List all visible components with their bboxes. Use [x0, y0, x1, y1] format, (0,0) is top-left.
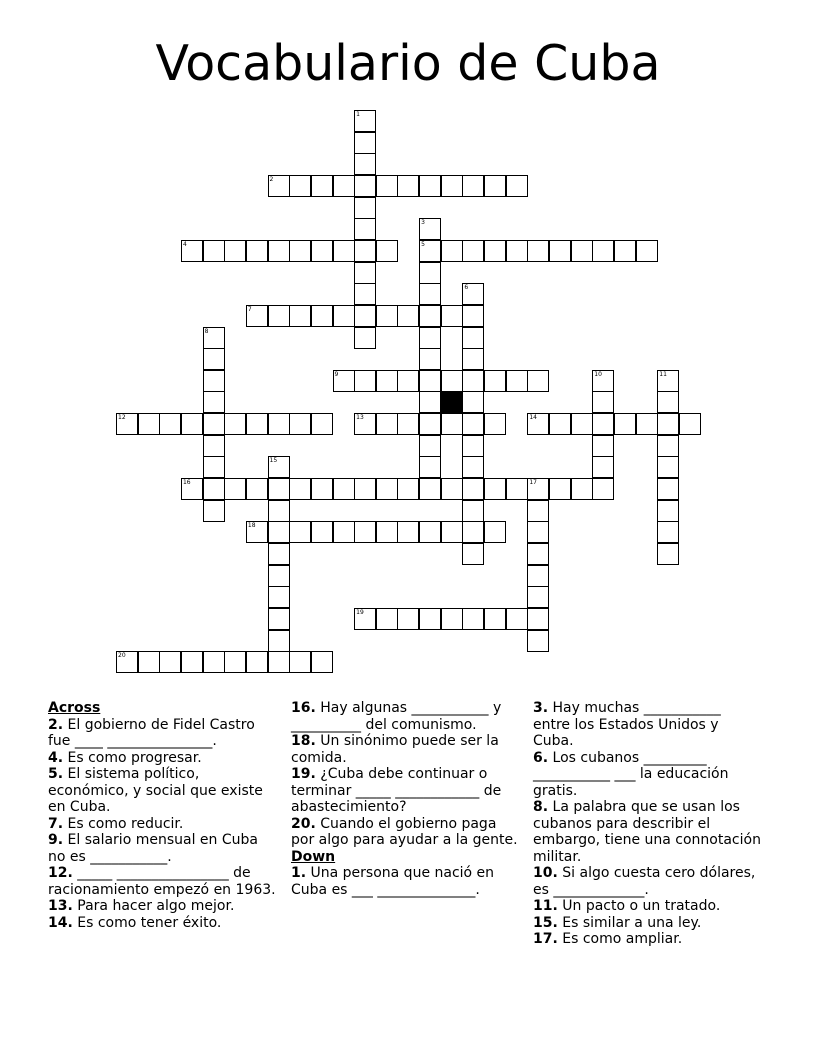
- clue-across-2: 2. El gobierno de Fidel Castro fue ____ _______________.: [48, 716, 255, 749]
- grid-cell[interactable]: [268, 586, 290, 608]
- grid-cell[interactable]: [376, 478, 398, 500]
- grid-cell[interactable]: [354, 305, 376, 327]
- grid-cell[interactable]: [354, 218, 376, 240]
- grid-cell[interactable]: [203, 478, 225, 500]
- grid-cell[interactable]: [376, 413, 398, 435]
- clues-column-2: [291, 700, 519, 898]
- grid-cell[interactable]: [354, 110, 376, 132]
- grid-cell[interactable]: [376, 305, 398, 327]
- grid-cell[interactable]: [419, 175, 441, 197]
- clue-down-8: 8. La palabra que se usan los cubanos para describir el embargo, tiene una connotación militar.: [533, 799, 761, 865]
- grid-cell[interactable]: [354, 370, 376, 392]
- clue-across-12: 12. _____ ________________ de racionamiento empezó en 1963.: [48, 865, 276, 898]
- clue-down-1: 1. Una persona que nació en Cuba es ___ ______________.: [291, 865, 495, 898]
- grid-cell[interactable]: [462, 283, 484, 305]
- grid-cell[interactable]: [527, 500, 549, 522]
- grid-cell[interactable]: [203, 348, 225, 370]
- grid-cell[interactable]: [203, 435, 225, 457]
- grid-cell[interactable]: [462, 413, 484, 435]
- grid-cell[interactable]: [138, 413, 160, 435]
- grid-cell[interactable]: [181, 240, 203, 262]
- grid-cell[interactable]: [462, 608, 484, 630]
- grid-cell[interactable]: [333, 521, 355, 543]
- clue-across-16: 16. Hay algunas ___________ y __________ del comunismo.: [291, 700, 502, 733]
- grid-cell[interactable]: [354, 262, 376, 284]
- grid-cell[interactable]: [484, 240, 506, 262]
- grid-cell[interactable]: [592, 391, 614, 413]
- grid-cell[interactable]: [441, 478, 463, 500]
- cell-number: 8: [204, 327, 209, 335]
- grid-cell[interactable]: [354, 153, 376, 175]
- grid-cell[interactable]: [462, 240, 484, 262]
- grid-cell[interactable]: [549, 478, 571, 500]
- grid-cell[interactable]: [354, 521, 376, 543]
- grid-cell[interactable]: [419, 327, 441, 349]
- grid-cell[interactable]: [419, 456, 441, 478]
- grid-cell[interactable]: [354, 283, 376, 305]
- grid-cell[interactable]: [527, 478, 549, 500]
- grid-cell[interactable]: [311, 478, 333, 500]
- grid-cell[interactable]: [592, 413, 614, 435]
- clue-down-11: 11. Un pacto o un tratado.: [533, 898, 721, 914]
- grid-cell[interactable]: [527, 565, 549, 587]
- grid-cell[interactable]: [397, 175, 419, 197]
- grid-cell[interactable]: [462, 435, 484, 457]
- grid-cell[interactable]: [506, 240, 528, 262]
- grid-cell[interactable]: [592, 456, 614, 478]
- cell-number: 9: [334, 370, 339, 378]
- grid-cell[interactable]: [484, 521, 506, 543]
- grid-cell[interactable]: [419, 240, 441, 262]
- grid-cell[interactable]: [571, 413, 593, 435]
- cell-number: 11: [659, 370, 667, 378]
- grid-cell[interactable]: [657, 478, 679, 500]
- grid-cell[interactable]: [484, 478, 506, 500]
- grid-cell[interactable]: [484, 413, 506, 435]
- grid-cell[interactable]: [462, 348, 484, 370]
- grid-cell[interactable]: [159, 651, 181, 673]
- grid-cell[interactable]: [462, 327, 484, 349]
- grid-cell[interactable]: [268, 608, 290, 630]
- grid-cell[interactable]: [592, 370, 614, 392]
- cell-number: 1: [356, 111, 360, 118]
- grid-cell[interactable]: [376, 608, 398, 630]
- grid-cell[interactable]: [224, 651, 246, 673]
- grid-cell[interactable]: [441, 521, 463, 543]
- grid-cell[interactable]: [246, 651, 268, 673]
- grid-cell[interactable]: [181, 651, 203, 673]
- grid-cell[interactable]: [527, 240, 549, 262]
- grid-cell[interactable]: [289, 521, 311, 543]
- grid-cell[interactable]: [419, 348, 441, 370]
- grid-cell[interactable]: [203, 391, 225, 413]
- grid-cell[interactable]: [311, 305, 333, 327]
- grid-cell[interactable]: [354, 608, 376, 630]
- grid-cell[interactable]: [354, 413, 376, 435]
- grid-cell[interactable]: [462, 175, 484, 197]
- grid-cell[interactable]: [592, 435, 614, 457]
- grid-cell[interactable]: [268, 240, 290, 262]
- grid-cell[interactable]: [203, 456, 225, 478]
- cell-number: 14: [529, 414, 537, 422]
- grid-cell[interactable]: [289, 175, 311, 197]
- grid-cell[interactable]: [419, 262, 441, 284]
- grid-cell[interactable]: [203, 240, 225, 262]
- grid-cell[interactable]: [657, 391, 679, 413]
- grid-cell[interactable]: [419, 283, 441, 305]
- grid-cell[interactable]: [397, 305, 419, 327]
- grid-cell[interactable]: [484, 175, 506, 197]
- clue-across-18: 18. Un sinónimo puede ser la comida.: [291, 733, 499, 766]
- grid-cell[interactable]: [419, 608, 441, 630]
- grid-cell[interactable]: [116, 651, 138, 673]
- grid-cell[interactable]: [311, 413, 333, 435]
- down-heading: Down: [291, 848, 336, 865]
- grid-cell[interactable]: [246, 521, 268, 543]
- grid-cell[interactable]: [354, 240, 376, 262]
- grid-cell[interactable]: [657, 521, 679, 543]
- clues-column-3: [533, 700, 761, 948]
- cell-number: 16: [182, 479, 191, 487]
- grid-cell[interactable]: [484, 370, 506, 392]
- cell-number: 10: [594, 370, 602, 378]
- clue-across-9: 9. El salario mensual en Cuba no es ___________.: [48, 832, 258, 865]
- grid-cell[interactable]: [289, 240, 311, 262]
- grid-cell[interactable]: [311, 521, 333, 543]
- grid-cell[interactable]: [462, 456, 484, 478]
- grid-cell[interactable]: [224, 240, 246, 262]
- grid-cell[interactable]: [441, 305, 463, 327]
- grid-cell[interactable]: [138, 651, 160, 673]
- clue-across-5: 5. El sistema político, económico, y social que existe en Cuba.: [48, 766, 263, 815]
- grid-cell[interactable]: [657, 370, 679, 392]
- grid-cell[interactable]: [527, 370, 549, 392]
- clue-down-15: 15. Es similar a una ley.: [533, 914, 702, 931]
- grid-cell[interactable]: [268, 413, 290, 435]
- clue-across-14: 14. Es como tener éxito.: [48, 914, 222, 931]
- grid-cell[interactable]: [462, 500, 484, 522]
- grid-cell[interactable]: [571, 478, 593, 500]
- grid-cell[interactable]: [268, 521, 290, 543]
- across-heading: Across: [48, 700, 101, 716]
- grid-cell[interactable]: [679, 413, 701, 435]
- puzzle-title: Vocabulario de Cuba: [155, 35, 661, 92]
- cell-number: 2: [269, 175, 274, 183]
- clue-down-3: 3. Hay muchas ___________ entre los Estados Unidos y Cuba.: [533, 700, 721, 749]
- grid-cell[interactable]: [354, 197, 376, 219]
- cell-number: 18: [247, 522, 256, 530]
- grid-cell[interactable]: [268, 500, 290, 522]
- grid-cell[interactable]: [311, 651, 333, 673]
- grid-cell[interactable]: [506, 370, 528, 392]
- grid-cell[interactable]: [203, 327, 225, 349]
- shaded-cell: [441, 391, 463, 413]
- grid-cell[interactable]: [527, 586, 549, 608]
- grid-cell[interactable]: [636, 240, 658, 262]
- grid-cell[interactable]: [246, 240, 268, 262]
- grid-cell[interactable]: [203, 370, 225, 392]
- cell-number: 7: [247, 305, 252, 313]
- grid-cell[interactable]: [159, 413, 181, 435]
- clue-across-13: 13. Para hacer algo mejor.: [48, 898, 235, 914]
- grid-cell[interactable]: [397, 478, 419, 500]
- grid-cell[interactable]: [527, 521, 549, 543]
- cell-number: 6: [464, 284, 469, 292]
- grid-cell[interactable]: [527, 543, 549, 565]
- grid-cell[interactable]: [419, 413, 441, 435]
- grid-cell[interactable]: [203, 651, 225, 673]
- grid-cell[interactable]: [441, 413, 463, 435]
- grid-cell[interactable]: [181, 413, 203, 435]
- cell-number: 15: [269, 457, 278, 465]
- grid-cell[interactable]: [506, 175, 528, 197]
- grid-cell[interactable]: [462, 478, 484, 500]
- cell-number: 20: [118, 652, 126, 660]
- grid-cell[interactable]: [419, 305, 441, 327]
- grid-cell[interactable]: [549, 240, 571, 262]
- grid-cell[interactable]: [268, 175, 290, 197]
- grid-cell[interactable]: [419, 218, 441, 240]
- cell-number: 4: [182, 240, 187, 248]
- cell-number: 5: [421, 240, 425, 248]
- grid-cell[interactable]: [116, 413, 138, 435]
- cell-number: 17: [529, 479, 537, 487]
- grid-cell[interactable]: [571, 240, 593, 262]
- grid-cell[interactable]: [203, 413, 225, 435]
- grid-cell[interactable]: [549, 413, 571, 435]
- clue-down-17: 17. Es como ampliar.: [533, 931, 683, 947]
- grid-cell[interactable]: [376, 370, 398, 392]
- clue-down-6: 6. Los cubanos _________ ___________ ___ la educación gratis.: [533, 749, 729, 799]
- grid-cell[interactable]: [289, 305, 311, 327]
- grid-cell[interactable]: [657, 435, 679, 457]
- grid-cell[interactable]: [397, 370, 419, 392]
- grid-cell[interactable]: [333, 478, 355, 500]
- grid-cell[interactable]: [657, 500, 679, 522]
- grid-cell[interactable]: [268, 456, 290, 478]
- grid-cell[interactable]: [246, 413, 268, 435]
- grid-cell[interactable]: [397, 608, 419, 630]
- grid-cell[interactable]: [441, 370, 463, 392]
- grid-cell[interactable]: [246, 305, 268, 327]
- grid-cell[interactable]: [484, 608, 506, 630]
- grid-cell[interactable]: [506, 608, 528, 630]
- grid-cell[interactable]: [419, 478, 441, 500]
- grid-cell[interactable]: [268, 478, 290, 500]
- grid-cell[interactable]: [181, 478, 203, 500]
- grid-cell[interactable]: [289, 413, 311, 435]
- grid-cell[interactable]: [419, 370, 441, 392]
- grid-cell[interactable]: [441, 608, 463, 630]
- grid-cell[interactable]: [246, 478, 268, 500]
- grid-cell[interactable]: [527, 630, 549, 652]
- clues-column-1: [48, 700, 276, 931]
- cell-number: 12: [118, 414, 126, 422]
- grid-cell[interactable]: [268, 543, 290, 565]
- grid-cell[interactable]: [657, 413, 679, 435]
- grid-cell[interactable]: [592, 240, 614, 262]
- grid-cell[interactable]: [419, 435, 441, 457]
- grid-cell[interactable]: [527, 608, 549, 630]
- grid-cell[interactable]: [268, 651, 290, 673]
- grid-cell[interactable]: [462, 370, 484, 392]
- grid-cell[interactable]: [657, 543, 679, 565]
- grid-cell[interactable]: [462, 305, 484, 327]
- grid-cell[interactable]: [614, 240, 636, 262]
- grid-cell[interactable]: [462, 543, 484, 565]
- clue-across-20: 20. Cuando el gobierno paga por algo para ayudar a la gente.: [291, 815, 518, 848]
- grid-cell[interactable]: [333, 305, 355, 327]
- clue-across-7: 7. Es como reducir.: [48, 815, 184, 832]
- grid-cell[interactable]: [397, 413, 419, 435]
- grid-cell[interactable]: [441, 175, 463, 197]
- grid-cell[interactable]: [527, 413, 549, 435]
- grid-cell[interactable]: [376, 240, 398, 262]
- clue-across-19: 19. ¿Cuba debe continuar o terminar _____ ____________ de abastecimiento?: [291, 766, 502, 815]
- grid-cell[interactable]: [311, 175, 333, 197]
- grid-cell[interactable]: [333, 175, 355, 197]
- grid-cell[interactable]: [268, 305, 290, 327]
- grid-cell[interactable]: [636, 413, 658, 435]
- cell-number: 3: [421, 219, 425, 227]
- grid-cell[interactable]: [657, 456, 679, 478]
- grid-cell[interactable]: [224, 413, 246, 435]
- grid-cell[interactable]: [289, 478, 311, 500]
- clue-down-10: 10. Si algo cuesta cero dólares, es _____________.: [533, 865, 756, 898]
- grid-cell[interactable]: [419, 521, 441, 543]
- clue-across-4: 4. Es como progresar.: [48, 749, 202, 766]
- grid-cell[interactable]: [614, 413, 636, 435]
- grid-cell[interactable]: [333, 370, 355, 392]
- grid-cell[interactable]: [354, 175, 376, 197]
- grid-cell[interactable]: [354, 132, 376, 154]
- cell-number: 19: [356, 608, 364, 616]
- grid-cell[interactable]: [333, 240, 355, 262]
- grid-cell[interactable]: [268, 630, 290, 652]
- grid-cell[interactable]: [268, 565, 290, 587]
- grid-cell[interactable]: [397, 521, 419, 543]
- grid-cell[interactable]: [289, 651, 311, 673]
- cell-number: 13: [356, 414, 364, 422]
- grid-cell[interactable]: [441, 240, 463, 262]
- grid-cell[interactable]: [462, 391, 484, 413]
- grid-cell[interactable]: [376, 175, 398, 197]
- grid-cell[interactable]: [462, 521, 484, 543]
- grid-cell[interactable]: [419, 391, 441, 413]
- grid-cell[interactable]: [224, 478, 246, 500]
- grid-cell[interactable]: [354, 327, 376, 349]
- grid-cell[interactable]: [354, 478, 376, 500]
- grid-cell[interactable]: [376, 521, 398, 543]
- grid-cell[interactable]: [592, 478, 614, 500]
- grid-cell[interactable]: [203, 500, 225, 522]
- grid-cell[interactable]: [311, 240, 333, 262]
- grid-cell[interactable]: [506, 478, 528, 500]
